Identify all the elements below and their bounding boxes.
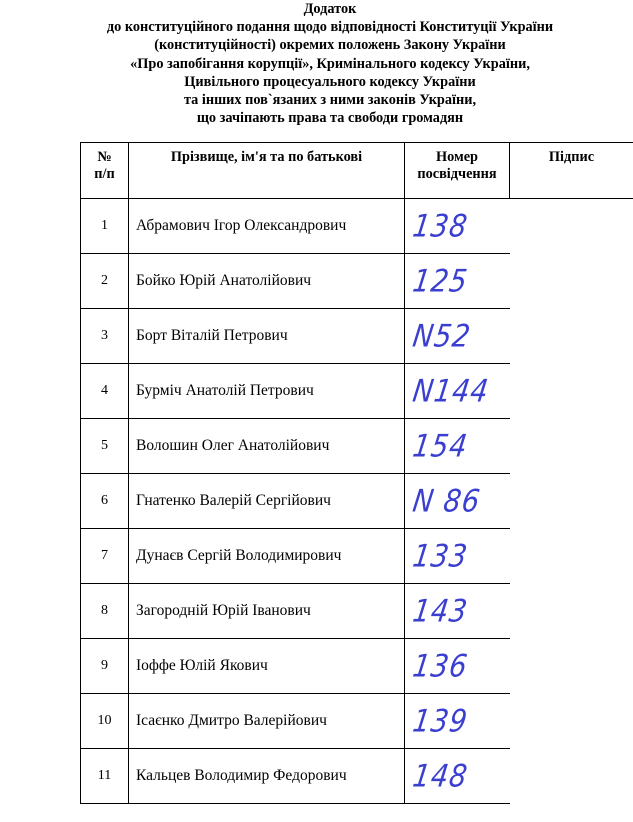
row-signature [510, 584, 633, 639]
row-certificate-number [405, 694, 510, 749]
row-certificate-number [405, 364, 510, 419]
row-signature [510, 639, 633, 694]
row-certificate-number [405, 474, 510, 529]
handwritten-certificate-number: N 86 [410, 483, 483, 519]
row-full-name: Ісаєнко Дмитро Валерійович [129, 694, 405, 749]
handwritten-certificate-number: 125 [410, 263, 471, 299]
handwritten-certificate-number: 148 [410, 758, 471, 794]
row-certificate-number [405, 199, 510, 254]
row-number: 9 [81, 639, 129, 694]
signature-table [80, 142, 633, 804]
handwritten-certificate-number: 136 [410, 648, 471, 684]
row-certificate-number [405, 639, 510, 694]
row-signature [510, 199, 633, 254]
row-number: 4 [81, 364, 129, 419]
table-body [81, 199, 633, 804]
row-signature [510, 309, 633, 364]
row-number: 10 [81, 694, 129, 749]
table-row [81, 419, 633, 474]
row-certificate-number [405, 309, 510, 364]
header-line: до конституційного подання щодо відповідності Конституції України [106, 19, 554, 36]
row-number: 2 [81, 254, 129, 309]
row-number: 7 [81, 529, 129, 584]
row-certificate-number [405, 749, 510, 804]
handwritten-certificate-number: 143 [410, 593, 471, 629]
handwritten-certificate-number: 138 [410, 208, 471, 244]
row-full-name: Борт Віталій Петрович [129, 309, 405, 364]
header-line: (конституційності) окремих положень Закону України [154, 37, 506, 54]
row-certificate-number [405, 254, 510, 309]
row-number: 6 [81, 474, 129, 529]
row-signature [510, 364, 633, 419]
row-full-name: Іоффе Юлій Якович [129, 639, 405, 694]
header-number [81, 143, 129, 199]
table-row [81, 309, 633, 364]
row-signature [510, 694, 633, 749]
row-signature [510, 474, 633, 529]
handwritten-certificate-number: N52 [410, 318, 474, 354]
header-line: що зачіпають права та свободи громадян [196, 110, 464, 127]
row-full-name: Кальцев Володимир Федорович [129, 749, 405, 804]
row-full-name: Абрамович Ігор Олександрович [129, 199, 405, 254]
row-full-name: Гнатенко Валерій Сергійович [129, 474, 405, 529]
row-number: 8 [81, 584, 129, 639]
header-title: Додаток [303, 1, 357, 17]
header-certificate [405, 143, 510, 199]
header-number-label: п/п [94, 166, 115, 182]
table-row [81, 694, 633, 749]
table-header-row [81, 143, 633, 199]
table-row [81, 639, 633, 694]
row-full-name: Волошин Олег Анатолійович [129, 419, 405, 474]
header-line: «Про запобігання корупції», Кримінального кодексу України, [130, 55, 530, 72]
header-line: та інших пов`язаних з ними законів України, [183, 92, 477, 109]
table-row [81, 474, 633, 529]
handwritten-certificate-number: 133 [410, 538, 471, 574]
handwritten-certificate-number: 154 [410, 428, 471, 464]
row-full-name: Дунаєв Сергій Володимирович [129, 529, 405, 584]
row-signature [510, 749, 633, 804]
handwritten-certificate-number: 139 [410, 703, 471, 739]
row-number: 5 [81, 419, 129, 474]
row-number: 11 [81, 749, 129, 804]
row-signature [510, 419, 633, 474]
header-number-sign: № [97, 149, 112, 165]
header-signature: Підпис [510, 143, 633, 199]
table-row [81, 529, 633, 584]
header-certificate-line1: Номер [435, 149, 479, 165]
header-line: Цивільного процесуального кодексу України [184, 73, 476, 90]
table-row [81, 584, 633, 639]
handwritten-certificate-number: N144 [410, 373, 492, 409]
table-row [81, 749, 633, 804]
row-certificate-number [405, 584, 510, 639]
table-row [81, 199, 633, 254]
row-number: 1 [81, 199, 129, 254]
signature-table-container [80, 142, 633, 822]
row-number: 3 [81, 309, 129, 364]
table-row [81, 254, 633, 309]
row-full-name: Загородній Юрій Іванович [129, 584, 405, 639]
document-header [60, 0, 600, 127]
header-full-name: Прізвище, ім'я та по батькові [129, 143, 405, 199]
row-signature [510, 254, 633, 309]
row-full-name: Бойко Юрій Анатолійович [129, 254, 405, 309]
header-certificate-line2: посвідчення [417, 166, 497, 182]
row-certificate-number [405, 419, 510, 474]
row-certificate-number [405, 529, 510, 584]
table-row [81, 364, 633, 419]
row-signature [510, 529, 633, 584]
row-full-name: Бурміч Анатолій Петрович [129, 364, 405, 419]
